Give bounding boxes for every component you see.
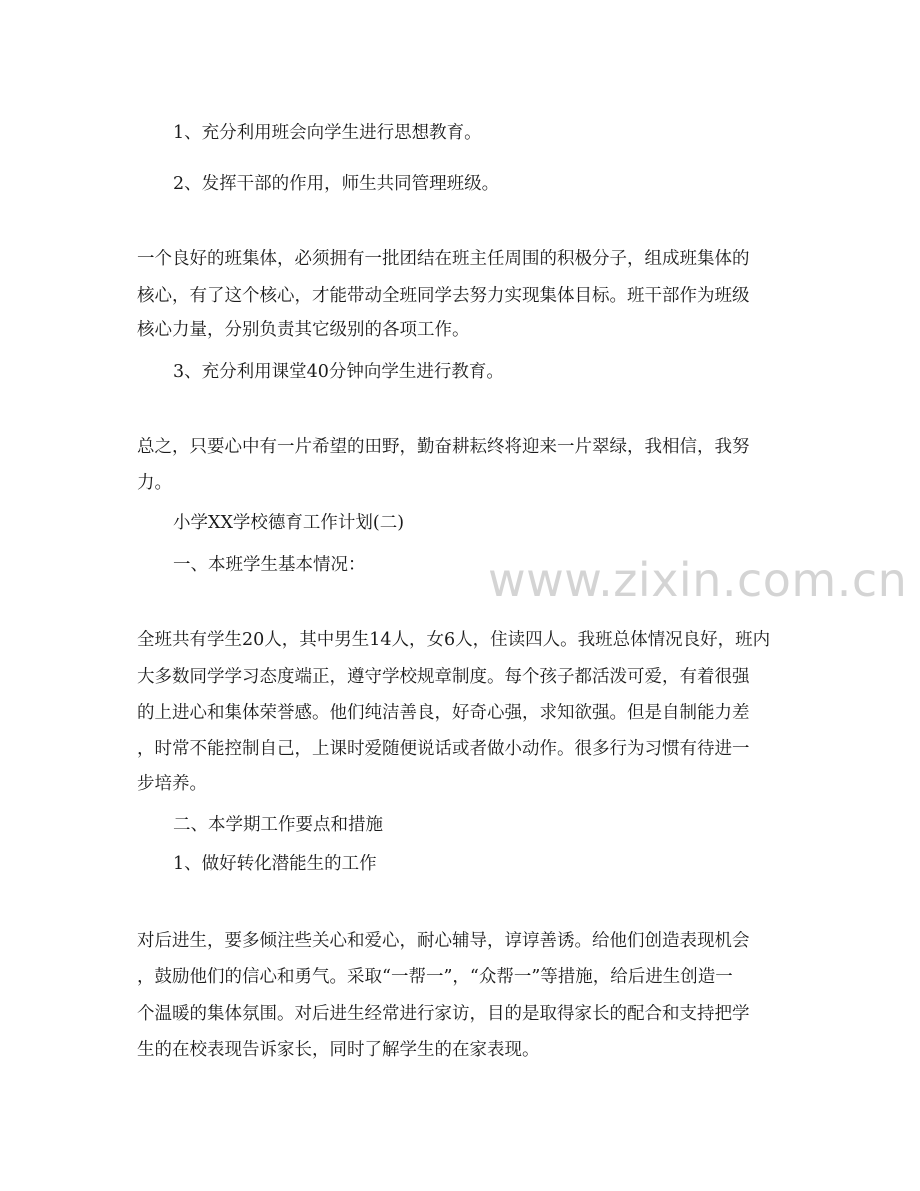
- paragraph-class-meeting: 1、充分利用班会向学生进行思想教育。: [173, 123, 482, 143]
- watermark: www.zixin.com.cn: [488, 553, 908, 607]
- paragraph-backward-students-line-1: 对后进生，要多倾注些关心和爱心，耐心辅导，谆谆善诱。给他们创造表现机会: [137, 931, 750, 951]
- paragraph-students-line-1: 全班共有学生20人，其中男生14人，女6人，住读四人。我班总体情况良好，班内: [137, 630, 771, 650]
- paragraph-conclusion-line-1: 总之，只要心中有一片希望的田野，勤奋耕耘终将迎来一片翠绿，我相信，我努: [137, 437, 750, 457]
- paragraph-class-collective-line-3: 核心力量，分别负责其它级别的各项工作。: [137, 320, 470, 340]
- section-title: 小学XX学校德育工作计划(二): [173, 513, 405, 533]
- paragraph-students-line-3: 的上进心和集体荣誉感。他们纯洁善良，好奇心强，求知欲强。但是自制能力差: [137, 703, 750, 723]
- paragraph-cadres: 2、发挥干部的作用，师生共同管理班级。: [173, 174, 500, 194]
- paragraph-conclusion-line-2: 力。: [137, 473, 172, 493]
- paragraph-students-line-2: 大多数同学学习态度端正，遵守学校规章制度。每个孩子都活泼可爱，有着很强: [137, 667, 750, 687]
- paragraph-classroom: 3、充分利用课堂40分钟向学生进行教育。: [173, 362, 504, 382]
- heading-basic-situation: 一、本班学生基本情况：: [173, 555, 366, 575]
- paragraph-students-line-4: ，时常不能控制自己，上课时爱随便说话或者做小动作。很多行为习惯有待进一: [137, 739, 750, 759]
- paragraph-class-collective-line-2: 核心，有了这个核心，才能带动全班同学去努力实现集体目标。班干部作为班级: [137, 286, 750, 306]
- paragraph-backward-students-line-2: ，鼓励他们的信心和勇气。采取“一帮一”，“众帮一”等措施，给后进生创造一: [137, 967, 733, 987]
- paragraph-students-line-5: 步培养。: [137, 774, 207, 794]
- heading-work-points: 二、本学期工作要点和措施: [173, 815, 383, 835]
- paragraph-backward-students-line-3: 个温暖的集体氛围。对后进生经常进行家访，目的是取得家长的配合和支持把学: [137, 1004, 750, 1024]
- paragraph-class-collective-line-1: 一个良好的班集体，必须拥有一批团结在班主任周围的积极分子，组成班集体的: [137, 249, 750, 269]
- heading-transform-students: 1、做好转化潜能生的工作: [173, 854, 377, 874]
- paragraph-backward-students-line-4: 生的在校表现告诉家长，同时了解学生的在家表现。: [137, 1040, 540, 1060]
